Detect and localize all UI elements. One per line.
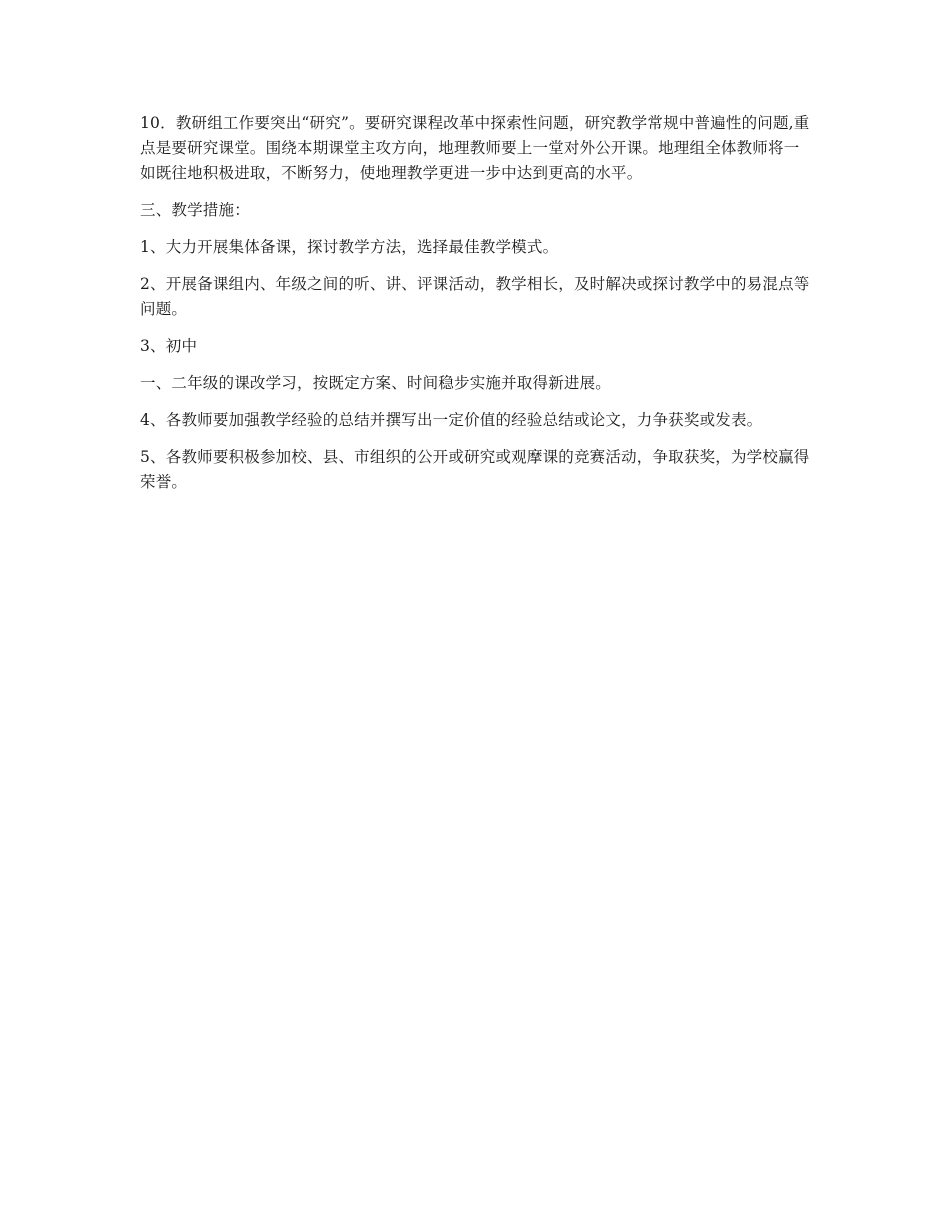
list-item-junior-high: 3、初中	[140, 337, 198, 355]
list-item-competition-participation: 5、各教师要积极参加校、县、市组织的公开或研究或观摩课的竞赛活动，争取获奖，为学校赢得荣誉。	[140, 448, 810, 491]
list-item-collective-lesson-prep: 1、大力开展集体备课，探讨教学方法，选择最佳教学模式。	[140, 238, 559, 256]
document-body	[140, 111, 810, 507]
paragraph-research-focus: 10．教研组工作要突出“研究”。要研究课程改革中探索性问题，研究教学常规中普遍性的问题,重点是要研究课堂。围绕本期课堂主攻方向，地理教师要上一堂对外公开课。地理组全体教师将一如既往地积极进取，不断努力，使地理教学更进一步中达到更高的水平。	[140, 114, 810, 182]
list-item-observation-activities: 2、开展备课组内、年级之间的听、讲、评课活动，教学相长，及时解决或探讨教学中的易混点等问题。	[140, 275, 810, 318]
section-heading-teaching-measures: 三、教学措施：	[140, 201, 250, 219]
paragraph-curriculum-reform: 一、二年级的课改学习，按既定方案、时间稳步实施并取得新进展。	[140, 374, 612, 392]
list-item-experience-summary: 4、各教师要加强教学经验的总结并撰写出一定价值的经验总结或论文，力争获奖或发表。	[140, 411, 763, 429]
